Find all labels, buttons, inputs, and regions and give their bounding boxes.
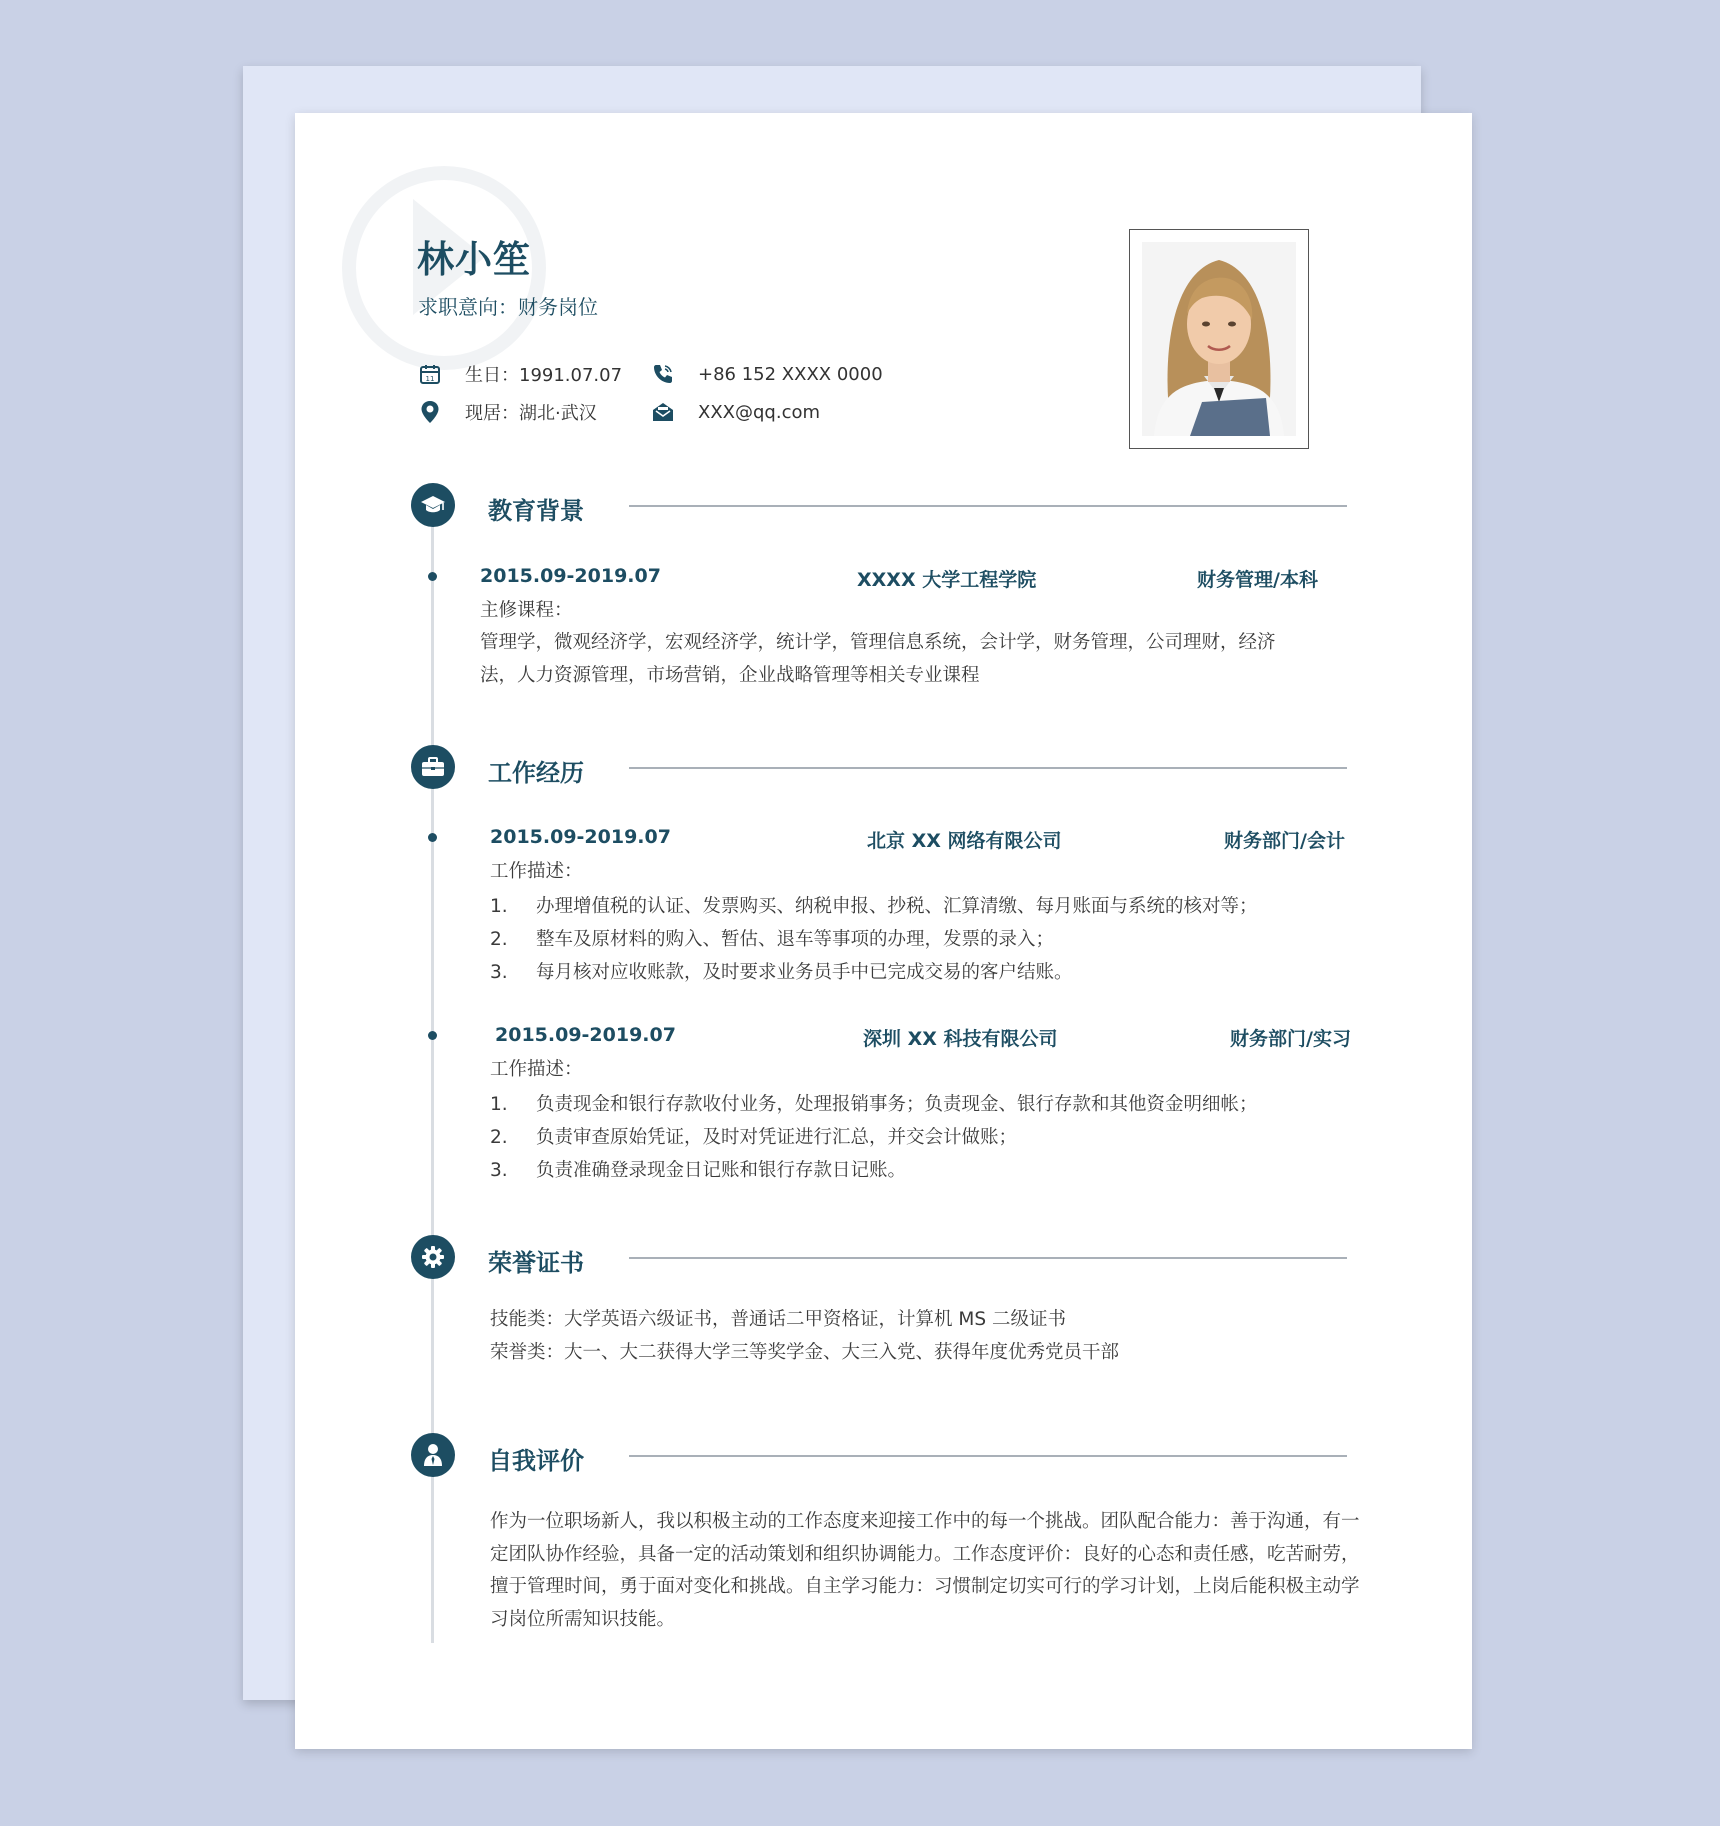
work-1-item-1: 1. 办理增值税的认证、发票购买、纳税申报、抄税、汇算清缴、每月账面与系统的核对等；: [490, 896, 1258, 917]
work-2-item-3: 3. 负责准确登录现金日记账和银行存款日记账。: [490, 1160, 907, 1181]
self-divider: [629, 1455, 1347, 1457]
work-1-item-3: 3. 每月核对应收账款，及时要求业务员手中已完成交易的客户结账。: [490, 962, 1073, 983]
honors-awards: 荣誉类：大一、大二获得大学三等奖学金、大三入党、获得年度优秀党员干部: [490, 1342, 1120, 1363]
profile-photo: [1129, 229, 1309, 449]
residence-text: 现居：湖北·武汉: [465, 403, 597, 424]
courses-line-2: 法，人力资源管理，市场营销，企业战略管理等相关专业课程: [480, 665, 980, 686]
work-1-role: 财务部门/会计: [1224, 830, 1345, 852]
calendar-icon: [417, 361, 443, 387]
honors-title: 荣誉证书: [488, 1249, 584, 1277]
honors-skills: 技能类：大学英语六级证书，普通话二甲资格证，计算机 MS 二级证书: [490, 1309, 1066, 1330]
education-title: 教育背景: [488, 497, 584, 525]
timeline-dot: [428, 1031, 437, 1040]
portrait-image: [1142, 242, 1296, 436]
candidate-name: 林小笙: [417, 238, 531, 281]
education-period: 2015.09-2019.07: [480, 565, 661, 587]
work-2-period: 2015.09-2019.07: [495, 1024, 676, 1046]
honors-divider: [629, 1257, 1347, 1259]
work-2-item-2: 2. 负责审查原始凭证，及时对凭证进行汇总，并交会计做账；: [490, 1127, 1018, 1148]
work-2-item-1: 1. 负责现金和银行存款收付业务，处理报销事务；负责现金、银行存款和其他资金明细帐；: [490, 1094, 1258, 1115]
work-divider: [629, 767, 1347, 769]
work-1-item-2: 2. 整车及原材料的购入、暂估、退车等事项的办理，发票的录入；: [490, 929, 1055, 950]
person-icon: [411, 1433, 455, 1477]
education-divider: [629, 505, 1347, 507]
residence-row: [417, 399, 597, 425]
briefcase-icon: [411, 745, 455, 789]
education-school: XXXX 大学工程学院: [857, 569, 1037, 591]
self-evaluation-text: 作为一位职场新人，我以积极主动的工作态度来迎接工作中的每一个挑战。团队配合能力：善于沟通，有一定团队协作经验，具备一定的活动策划和组织协调能力。工作态度评价：良好的心态和责任感，吃苦耐劳，擅于管理时间，勇于面对变化和挑战。自主学习能力：习惯制定切实可行的学习计划，上岗后能积极主动学习岗位所需知识技能。: [490, 1511, 1360, 1630]
graduation-cap-icon: [411, 483, 455, 527]
courses-line-1: 管理学，微观经济学，宏观经济学，统计学，管理信息系统，会计学，财务管理，公司理财，经济: [480, 632, 1276, 653]
phone-icon: [650, 361, 676, 387]
work-1-period: 2015.09-2019.07: [490, 826, 671, 848]
education-major: 财务管理/本科: [1197, 569, 1318, 591]
timeline-dot: [428, 572, 437, 581]
gear-icon: [411, 1235, 455, 1279]
work-2-desc-label: 工作描述：: [490, 1059, 583, 1080]
svg-text:11: 11: [425, 375, 435, 383]
work-title: 工作经历: [488, 759, 584, 787]
email-row: [650, 399, 820, 425]
work-2-company: 深圳 XX 科技有限公司: [863, 1028, 1058, 1050]
birthday-row: [417, 361, 622, 387]
self-title: 自我评价: [488, 1447, 584, 1475]
phone-text: +86 152 XXXX 0000: [698, 363, 883, 385]
location-pin-icon: [417, 399, 443, 425]
email-text: XXX@qq.com: [698, 401, 821, 423]
job-objective: 求职意向：财务岗位: [418, 295, 598, 319]
work-1-desc-label: 工作描述：: [490, 861, 583, 882]
resume-page: [295, 113, 1472, 1749]
timeline-dot: [428, 833, 437, 842]
envelope-icon: [650, 399, 676, 425]
phone-row: [650, 361, 883, 387]
birthday-text: 生日：1991.07.07: [465, 365, 623, 386]
courses-label: 主修课程：: [480, 600, 573, 621]
work-1-company: 北京 XX 网络有限公司: [867, 830, 1062, 852]
work-2-role: 财务部门/实习: [1230, 1028, 1351, 1050]
